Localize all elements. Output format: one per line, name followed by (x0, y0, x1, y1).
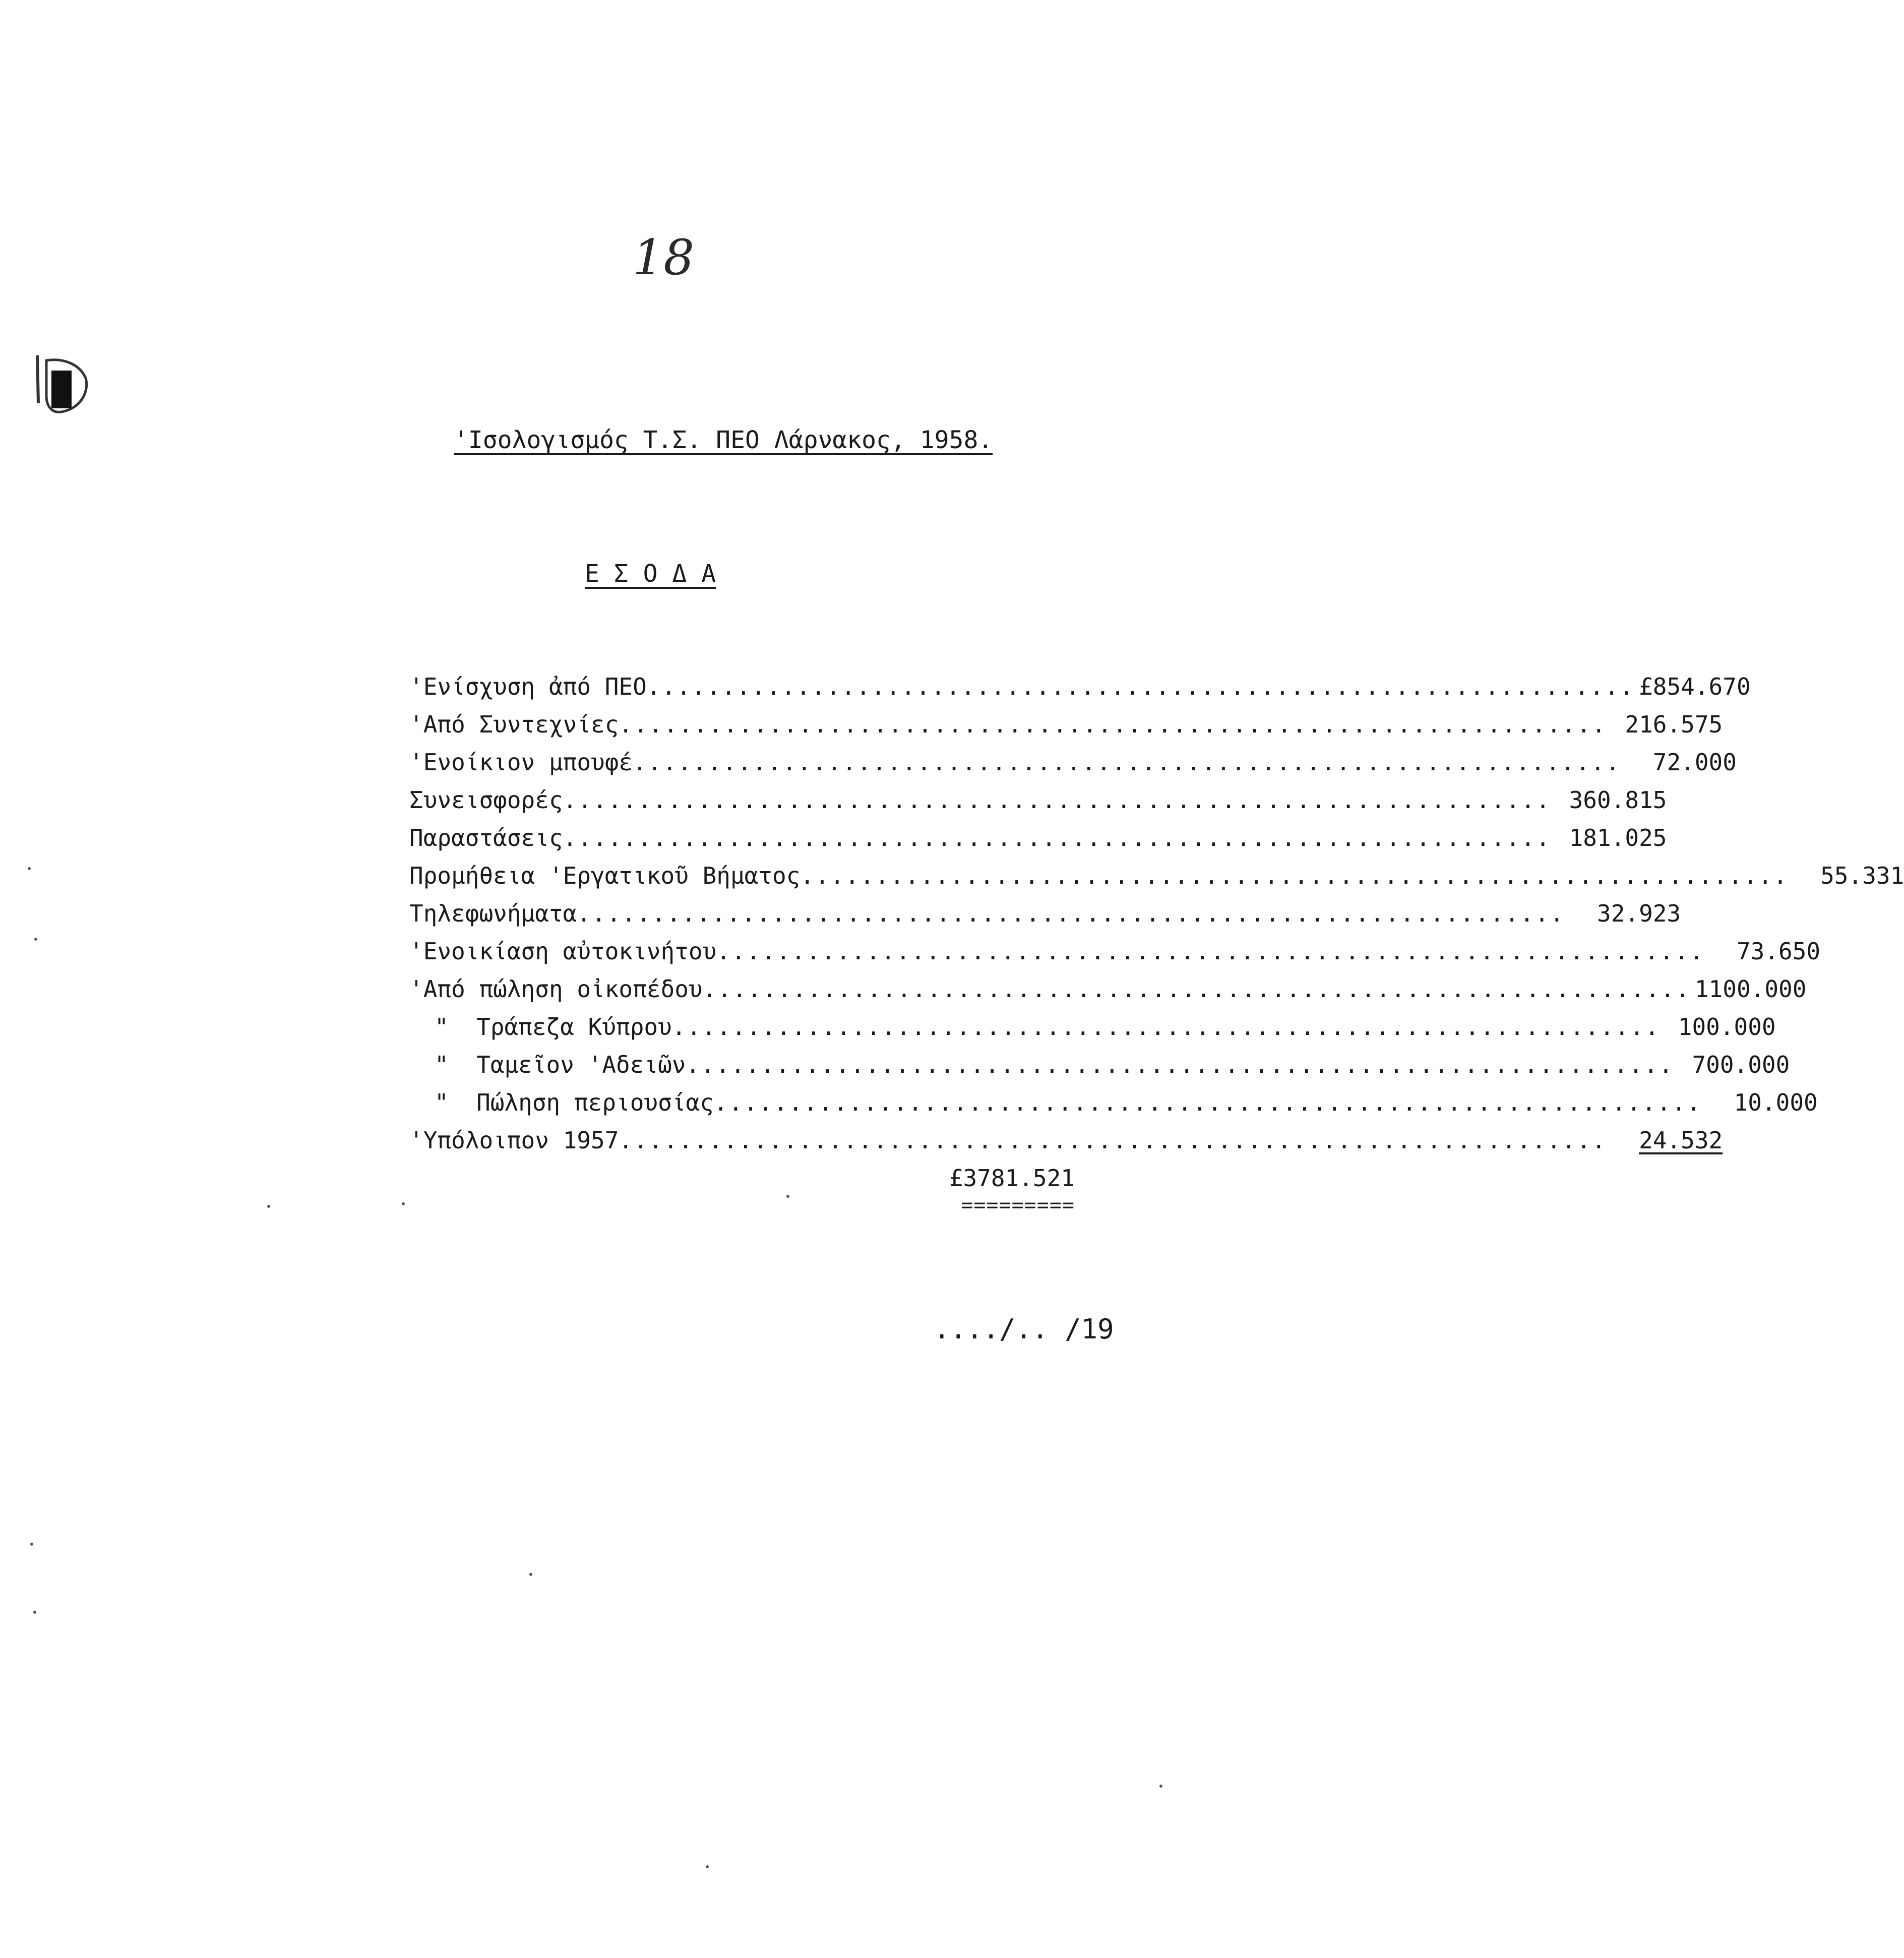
scan-speck (706, 1865, 709, 1868)
punch-hole-mark (31, 355, 89, 416)
ledger-item-amount: 24.532 (1639, 1127, 1723, 1154)
leader-dots: .................................................................. (563, 824, 1551, 851)
ledger-item-amount: 216.575 (1625, 711, 1723, 738)
ledger-item-amount: 10.000 (1734, 1089, 1818, 1116)
ledger-item-amount: £854.670 (1639, 673, 1751, 700)
scan-speck (28, 867, 31, 870)
leader-dots: .................................................................. (619, 711, 1607, 738)
ledger-item-label: Συνεισφορές (409, 786, 563, 814)
total-double-rule: ========= (961, 1194, 1075, 1217)
scan-speck (1159, 1785, 1162, 1788)
ledger-row (409, 1013, 1776, 1051)
scan-speck (30, 1543, 33, 1546)
leader-dots: .................................................................. (577, 900, 1565, 927)
ledger-row (409, 1089, 1818, 1127)
leader-dots: .................................................................. (713, 1089, 1702, 1116)
leader-dots: .................................................................. (702, 975, 1691, 1003)
ledger-item-label: " Τράπεζα Κύπρου (435, 1013, 672, 1041)
scan-speck (33, 1611, 36, 1614)
ledger-item-label: 'Από Συντεχνίες (409, 711, 619, 738)
ledger-item-amount: 181.025 (1569, 824, 1667, 851)
ledger-item-label: 'Ενοικίαση αὐτοκινήτου (409, 938, 717, 965)
ledger-row (409, 786, 1667, 824)
ledger-row (409, 938, 1821, 975)
ledger-row (409, 711, 1723, 749)
ledger-item-amount: 1100.000 (1694, 975, 1807, 1003)
ledger-row (409, 824, 1667, 862)
ledger-row (409, 1051, 1790, 1089)
ledger-item-label: " Ταμεῖον 'Αδειῶν (435, 1051, 686, 1078)
ledger-item-amount: 360.815 (1569, 786, 1667, 814)
ledger-item-label: 'Ενοίκιον μπουφέ (409, 749, 633, 776)
ledger-item-label: Παραστάσεις (409, 824, 563, 851)
income-total: £3781.521 (949, 1165, 1075, 1192)
leader-dots: .................................................................. (800, 862, 1789, 889)
ledger-row (409, 862, 1904, 900)
ledger-row (409, 900, 1681, 938)
ledger-item-label: 'Από πώληση οἰκοπέδου (409, 975, 703, 1003)
leader-dots: .................................................................. (686, 1051, 1674, 1078)
ledger-item-amount: 100.000 (1678, 1013, 1776, 1041)
page-number: 18 (633, 229, 695, 286)
scan-speck (402, 1202, 405, 1205)
section-heading-income: Ε Σ Ο Δ Α (585, 560, 716, 588)
scan-speck (786, 1195, 789, 1198)
ledger-item-label: Προμήθεια 'Εργατικοῦ Βήματος (409, 862, 801, 889)
scan-speck (267, 1205, 270, 1208)
scan-speck (34, 938, 37, 941)
continuation-mark: ..../.. /19 (934, 1313, 1114, 1345)
income-ledger (409, 673, 1904, 1165)
ledger-item-amount: 55.331 (1820, 862, 1904, 889)
ledger-row (409, 749, 1737, 786)
leader-dots: .................................................................. (619, 1127, 1607, 1154)
ledger-item-label: 'Υπόλοιπον 1957 (409, 1127, 619, 1154)
ledger-row (409, 1127, 1723, 1165)
ledger-row (409, 975, 1807, 1013)
ledger-item-amount: 32.923 (1597, 900, 1681, 927)
leader-dots: .................................................................. (671, 1013, 1660, 1041)
ledger-row (409, 673, 1751, 711)
ledger-item-label: Τηλεφωνήματα (409, 900, 577, 927)
ledger-item-amount: 700.000 (1692, 1051, 1790, 1078)
ledger-item-label: " Πώληση περιουσίας (435, 1089, 714, 1116)
leader-dots: .................................................................. (563, 786, 1551, 814)
ledger-item-amount: 72.000 (1652, 749, 1737, 776)
scan-speck (529, 1573, 532, 1576)
ledger-item-label: 'Ενίσχυση ἀπό ΠΕΟ (409, 673, 647, 700)
leader-dots: .................................................................. (716, 938, 1705, 965)
ledger-item-amount: 73.650 (1736, 938, 1821, 965)
leader-dots: .................................................................. (633, 749, 1621, 776)
document-title: 'Ισολογισμός Τ.Σ. ΠΕΟ Λάρνακος, 1958. (454, 426, 993, 454)
leader-dots: .................................................................. (646, 673, 1635, 700)
